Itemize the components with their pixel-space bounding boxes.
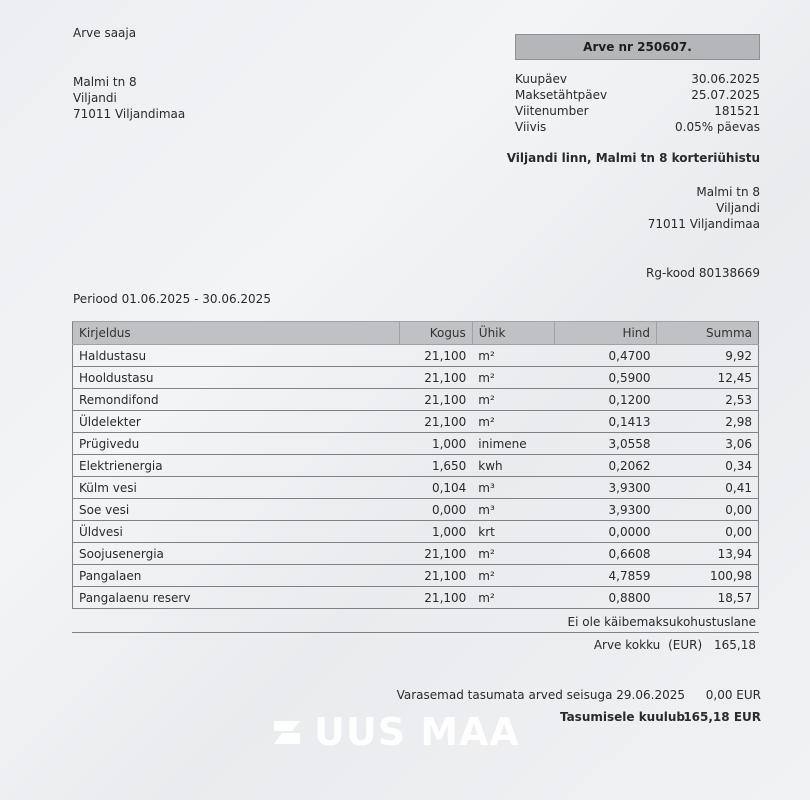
cell-description: Soojusenergia [73, 543, 400, 565]
cell-unit: inimene [472, 433, 554, 455]
table-row [73, 499, 759, 521]
invoice-number-box [515, 34, 760, 60]
payable-value: 165,18 EUR [683, 710, 761, 724]
cell-description: Prügivedu [73, 433, 400, 455]
issuer-address-line: Viljandi [716, 201, 760, 215]
cell-quantity: 21,100 [400, 367, 473, 389]
cell-unit: m² [472, 345, 554, 367]
cell-sum: 13,94 [657, 543, 759, 565]
cell-description: Külm vesi [73, 477, 400, 499]
cell-quantity: 21,100 [400, 411, 473, 433]
table-row [73, 345, 759, 367]
cell-price: 0,5900 [555, 367, 657, 389]
table-row [73, 587, 759, 609]
cell-description: Pangalaen [73, 565, 400, 587]
cell-quantity: 1,650 [400, 455, 473, 477]
table-row [73, 389, 759, 411]
meta-value: 25.07.2025 [691, 88, 760, 102]
header-description: Kirjeldus [73, 322, 400, 345]
billing-period: Periood 01.06.2025 - 30.06.2025 [73, 292, 271, 306]
cell-unit: krt [472, 521, 554, 543]
cell-price: 3,9300 [555, 499, 657, 521]
payable-label: Tasumisele kuulub [559, 710, 685, 724]
header-sum: Summa [657, 322, 759, 345]
table-row [73, 543, 759, 565]
cell-unit: m² [472, 587, 554, 609]
issuer-name: Viljandi linn, Malmi tn 8 korteriühistu [506, 151, 760, 165]
cell-description: Hooldustasu [73, 367, 400, 389]
cell-price: 0,2062 [555, 455, 657, 477]
cell-price: 0,4700 [555, 345, 657, 367]
due-date-row [515, 87, 760, 103]
cell-unit: m² [472, 389, 554, 411]
header-price: Hind [555, 322, 657, 345]
cell-description: Üldelekter [73, 411, 400, 433]
watermark [272, 710, 520, 754]
cell-price: 0,6608 [555, 543, 657, 565]
cell-sum: 0,00 [657, 499, 759, 521]
previous-unpaid-label: Varasemad tasumata arved seisuga 29.06.2025 [396, 688, 685, 702]
cell-sum: 12,45 [657, 367, 759, 389]
cell-price: 0,8800 [555, 587, 657, 609]
total-label: Arve kokku [593, 638, 661, 652]
cell-description: Remondifond [73, 389, 400, 411]
table-row [73, 521, 759, 543]
table-row [73, 411, 759, 433]
cell-quantity: 1,000 [400, 433, 473, 455]
watermark-text: UUS MAA [314, 710, 520, 754]
issuer-address-line: 71011 Viljandimaa [647, 217, 760, 231]
table-row [73, 455, 759, 477]
invoice-date-row [515, 71, 760, 87]
meta-label: Viitenumber [515, 104, 589, 118]
cell-sum: 2,98 [657, 411, 759, 433]
late-fee-row [515, 119, 760, 135]
cell-quantity: 21,100 [400, 389, 473, 411]
table-row [73, 477, 759, 499]
reference-number-row [515, 103, 760, 119]
issuer-reg-code: Rg-kood 80138669 [646, 266, 760, 280]
table-header-row [73, 322, 759, 345]
meta-value: 181521 [714, 104, 760, 118]
cell-sum: 9,92 [657, 345, 759, 367]
issuer-address [648, 184, 760, 232]
cell-price: 4,7859 [555, 565, 657, 587]
cell-unit: m² [472, 411, 554, 433]
total-divider [72, 632, 759, 633]
cell-sum: 100,98 [657, 565, 759, 587]
cell-unit: kwh [472, 455, 554, 477]
cell-unit: m³ [472, 477, 554, 499]
cell-description: Elektrienergia [73, 455, 400, 477]
invoice-meta [515, 71, 760, 135]
cell-quantity: 0,104 [400, 477, 473, 499]
cell-description: Üldvesi [73, 521, 400, 543]
cell-quantity: 21,100 [400, 345, 473, 367]
cell-price: 3,0558 [555, 433, 657, 455]
cell-quantity: 0,000 [400, 499, 473, 521]
cell-price: 0,1413 [555, 411, 657, 433]
cell-sum: 18,57 [657, 587, 759, 609]
vat-note: Ei ole käibemaksukohustuslane [567, 615, 756, 629]
recipient-address-line: 71011 Viljandimaa [73, 107, 186, 121]
invoice-items-table [72, 321, 759, 609]
cell-quantity: 21,100 [400, 543, 473, 565]
recipient-address-line: Viljandi [73, 91, 117, 105]
meta-label: Viivis [515, 120, 547, 134]
cell-sum: 0,34 [657, 455, 759, 477]
cell-sum: 0,00 [657, 521, 759, 543]
cell-price: 0,1200 [555, 389, 657, 411]
cell-unit: m² [472, 565, 554, 587]
cell-description: Pangalaenu reserv [73, 587, 400, 609]
meta-value: 0.05% päevas [675, 120, 760, 134]
recipient-label: Arve saaja [73, 26, 137, 40]
cell-unit: m² [472, 543, 554, 565]
cell-quantity: 1,000 [400, 521, 473, 543]
invoice-total [594, 638, 756, 652]
meta-label: Kuupäev [515, 72, 567, 86]
cell-price: 0,0000 [555, 521, 657, 543]
total-value: 165,18 [714, 638, 756, 652]
meta-value: 30.06.2025 [691, 72, 760, 86]
cell-quantity: 21,100 [400, 565, 473, 587]
cell-unit: m² [472, 367, 554, 389]
cell-sum: 0,41 [657, 477, 759, 499]
cell-sum: 2,53 [657, 389, 759, 411]
invoice-number: Arve nr 250607. [583, 40, 692, 54]
previous-unpaid-value: 0,00 EUR [705, 688, 761, 702]
recipient-address [73, 74, 185, 122]
table-row [73, 367, 759, 389]
cell-price: 3,9300 [555, 477, 657, 499]
cell-unit: m³ [472, 499, 554, 521]
cell-quantity: 21,100 [400, 587, 473, 609]
table-row [73, 565, 759, 587]
issuer-address-line: Malmi tn 8 [696, 185, 760, 199]
header-unit: Ühik [472, 322, 554, 345]
meta-label: Maksetähtpäev [515, 88, 608, 102]
uusmaa-logo-icon [272, 717, 302, 747]
table-row [73, 433, 759, 455]
total-currency: (EUR) [668, 638, 703, 652]
cell-sum: 3,06 [657, 433, 759, 455]
header-quantity: Kogus [400, 322, 473, 345]
cell-description: Haldustasu [73, 345, 400, 367]
recipient-address-line: Malmi tn 8 [73, 75, 137, 89]
cell-description: Soe vesi [73, 499, 400, 521]
